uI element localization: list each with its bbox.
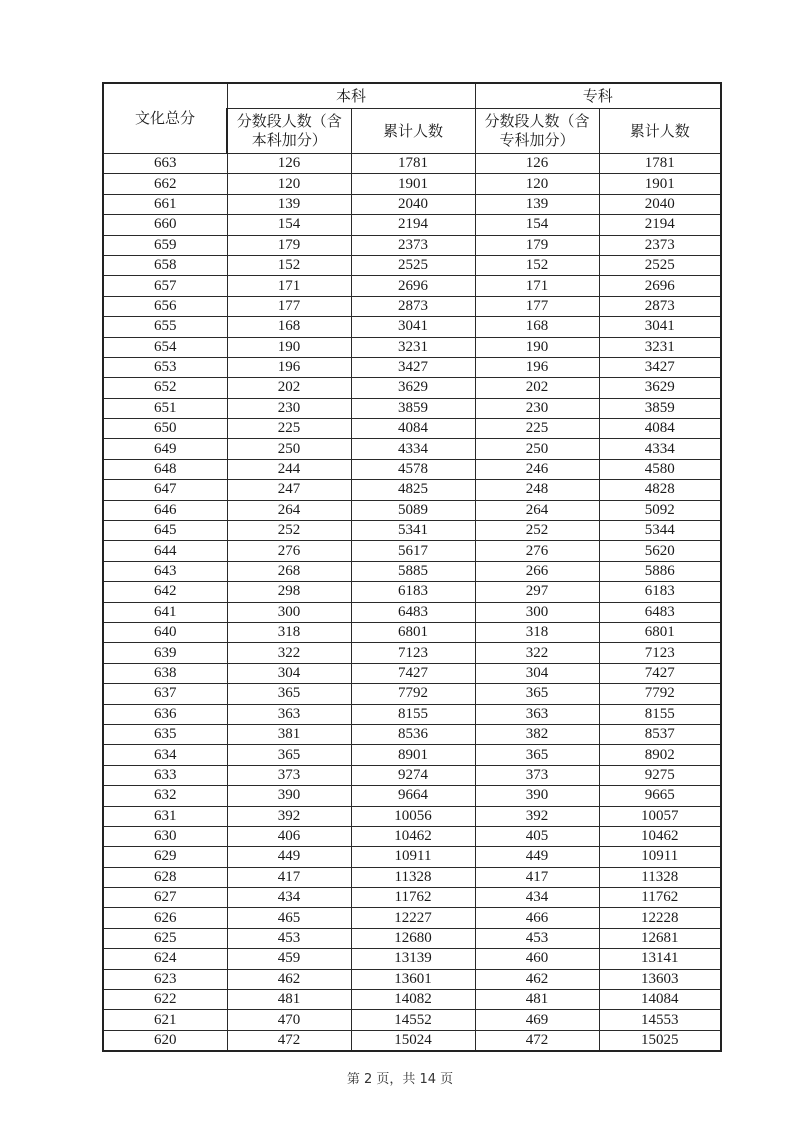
undergrad-segment-cell: 276 [227,541,351,561]
undergrad-segment-cell: 264 [227,500,351,520]
table-row [103,1010,721,1030]
undergrad-cumulative-cell: 12680 [351,928,475,948]
undergrad-cumulative-cell: 8901 [351,745,475,765]
undergrad-segment-cell: 268 [227,561,351,581]
total-score-cell: 654 [103,337,227,357]
undergrad-cumulative-cell: 8155 [351,704,475,724]
college-cumulative-cell: 9275 [599,765,721,785]
total-score-cell: 645 [103,521,227,541]
table-body [103,154,721,1052]
undergrad-cumulative-cell: 4578 [351,459,475,479]
college-cumulative-cell: 5344 [599,521,721,541]
undergrad-cumulative-cell: 10911 [351,847,475,867]
college-cumulative-cell: 14553 [599,1010,721,1030]
undergrad-segment-cell: 390 [227,786,351,806]
college-segment-cell: 390 [475,786,599,806]
header-group-undergrad: 本科 [227,83,475,109]
table-row [103,704,721,724]
college-segment-cell: 152 [475,255,599,275]
total-score-cell: 623 [103,969,227,989]
college-segment-cell: 382 [475,724,599,744]
undergrad-segment-cell: 252 [227,521,351,541]
undergrad-segment-cell: 392 [227,806,351,826]
total-score-cell: 626 [103,908,227,928]
college-segment-cell: 373 [475,765,599,785]
undergrad-cumulative-cell: 3041 [351,317,475,337]
college-cumulative-cell: 2696 [599,276,721,296]
undergrad-cumulative-cell: 3427 [351,357,475,377]
undergrad-segment-cell: 373 [227,765,351,785]
table-row [103,969,721,989]
undergrad-cumulative-cell: 9664 [351,786,475,806]
total-score-cell: 636 [103,704,227,724]
college-segment-cell: 266 [475,561,599,581]
table-row [103,1030,721,1051]
table-header [103,83,721,154]
table-row [103,317,721,337]
undergrad-cumulative-cell: 7427 [351,663,475,683]
college-segment-cell: 453 [475,928,599,948]
header-college-segment [475,109,599,154]
college-segment-cell: 126 [475,154,599,174]
undergrad-segment-cell: 247 [227,480,351,500]
undergrad-segment-cell: 225 [227,419,351,439]
undergrad-segment-cell: 417 [227,867,351,887]
table-row [103,459,721,479]
undergrad-cumulative-cell: 3629 [351,378,475,398]
table-row [103,174,721,194]
college-cumulative-cell: 6483 [599,602,721,622]
undergrad-cumulative-cell: 7123 [351,643,475,663]
college-cumulative-cell: 6183 [599,582,721,602]
total-score-cell: 627 [103,888,227,908]
college-segment-cell: 139 [475,194,599,214]
undergrad-segment-cell: 381 [227,724,351,744]
college-cumulative-cell: 10911 [599,847,721,867]
undergrad-cumulative-cell: 6483 [351,602,475,622]
table-row [103,663,721,683]
undergrad-cumulative-cell: 5341 [351,521,475,541]
college-segment-cell: 434 [475,888,599,908]
college-cumulative-cell: 4828 [599,480,721,500]
undergrad-cumulative-cell: 5089 [351,500,475,520]
undergrad-cumulative-cell: 11328 [351,867,475,887]
undergrad-cumulative-cell: 6183 [351,582,475,602]
college-segment-cell: 466 [475,908,599,928]
college-segment-cell: 365 [475,684,599,704]
total-score-cell: 634 [103,745,227,765]
undergrad-segment-cell: 453 [227,928,351,948]
college-cumulative-cell: 3629 [599,378,721,398]
college-cumulative-cell: 8155 [599,704,721,724]
total-score-cell: 635 [103,724,227,744]
college-cumulative-cell: 4580 [599,459,721,479]
total-score-cell: 625 [103,928,227,948]
table-row [103,990,721,1010]
total-score-cell: 650 [103,419,227,439]
undergrad-cumulative-cell: 5885 [351,561,475,581]
table-row [103,378,721,398]
undergrad-segment-cell: 472 [227,1030,351,1051]
total-score-cell: 624 [103,949,227,969]
undergrad-segment-cell: 152 [227,255,351,275]
total-score-cell: 647 [103,480,227,500]
undergrad-cumulative-cell: 12227 [351,908,475,928]
total-score-cell: 637 [103,684,227,704]
table-row [103,154,721,174]
total-score-cell: 620 [103,1030,227,1051]
total-score-cell: 655 [103,317,227,337]
college-cumulative-cell: 3231 [599,337,721,357]
college-segment-cell: 120 [475,174,599,194]
undergrad-segment-cell: 120 [227,174,351,194]
total-score-cell: 630 [103,826,227,846]
college-segment-cell: 246 [475,459,599,479]
table-row [103,806,721,826]
total-score-cell: 638 [103,663,227,683]
college-segment-cell: 449 [475,847,599,867]
undergrad-segment-cell: 449 [227,847,351,867]
total-score-cell: 649 [103,439,227,459]
undergrad-cumulative-cell: 2525 [351,255,475,275]
undergrad-segment-cell: 365 [227,684,351,704]
college-cumulative-cell: 11762 [599,888,721,908]
college-segment-cell: 469 [475,1010,599,1030]
undergrad-cumulative-cell: 14552 [351,1010,475,1030]
college-segment-cell: 168 [475,317,599,337]
undergrad-segment-cell: 481 [227,990,351,1010]
header-undergrad-segment-line2: 本科加分） [251,131,327,149]
undergrad-cumulative-cell: 10462 [351,826,475,846]
table-row [103,643,721,663]
total-score-cell: 633 [103,765,227,785]
college-segment-cell: 417 [475,867,599,887]
undergrad-cumulative-cell: 11762 [351,888,475,908]
college-segment-cell: 481 [475,990,599,1010]
table-row [103,296,721,316]
college-cumulative-cell: 3859 [599,398,721,418]
table-row [103,419,721,439]
header-total-score: 文化总分 [103,83,227,154]
table-row [103,561,721,581]
college-segment-cell: 171 [475,276,599,296]
table-row [103,949,721,969]
undergrad-segment-cell: 462 [227,969,351,989]
total-score-cell: 621 [103,1010,227,1030]
college-segment-cell: 196 [475,357,599,377]
table-row [103,888,721,908]
undergrad-segment-cell: 154 [227,215,351,235]
header-undergrad-cumulative: 累计人数 [351,109,475,154]
table-row [103,826,721,846]
college-segment-cell: 462 [475,969,599,989]
table-row [103,786,721,806]
undergrad-segment-cell: 304 [227,663,351,683]
table-row [103,337,721,357]
undergrad-cumulative-cell: 8536 [351,724,475,744]
college-cumulative-cell: 4084 [599,419,721,439]
undergrad-segment-cell: 179 [227,235,351,255]
total-score-cell: 622 [103,990,227,1010]
total-score-cell: 656 [103,296,227,316]
total-score-cell: 648 [103,459,227,479]
header-college-cumulative: 累计人数 [599,109,721,154]
undergrad-cumulative-cell: 1901 [351,174,475,194]
college-segment-cell: 460 [475,949,599,969]
college-cumulative-cell: 11328 [599,867,721,887]
college-cumulative-cell: 2194 [599,215,721,235]
undergrad-cumulative-cell: 4825 [351,480,475,500]
undergrad-cumulative-cell: 15024 [351,1030,475,1051]
table-row [103,255,721,275]
college-cumulative-cell: 7123 [599,643,721,663]
undergrad-cumulative-cell: 14082 [351,990,475,1010]
college-cumulative-cell: 13603 [599,969,721,989]
college-segment-cell: 392 [475,806,599,826]
undergrad-segment-cell: 318 [227,622,351,642]
undergrad-cumulative-cell: 2194 [351,215,475,235]
undergrad-cumulative-cell: 4084 [351,419,475,439]
college-segment-cell: 300 [475,602,599,622]
table-row [103,500,721,520]
undergrad-segment-cell: 250 [227,439,351,459]
undergrad-segment-cell: 434 [227,888,351,908]
total-score-cell: 629 [103,847,227,867]
undergrad-segment-cell: 459 [227,949,351,969]
college-segment-cell: 363 [475,704,599,724]
college-cumulative-cell: 4334 [599,439,721,459]
undergrad-segment-cell: 365 [227,745,351,765]
table-row [103,521,721,541]
undergrad-segment-cell: 244 [227,459,351,479]
college-segment-cell: 202 [475,378,599,398]
undergrad-cumulative-cell: 2873 [351,296,475,316]
undergrad-cumulative-cell: 2040 [351,194,475,214]
undergrad-cumulative-cell: 7792 [351,684,475,704]
college-segment-cell: 230 [475,398,599,418]
college-segment-cell: 252 [475,521,599,541]
undergrad-segment-cell: 322 [227,643,351,663]
college-segment-cell: 264 [475,500,599,520]
undergrad-cumulative-cell: 3859 [351,398,475,418]
total-score-cell: 639 [103,643,227,663]
college-cumulative-cell: 15025 [599,1030,721,1051]
college-cumulative-cell: 14084 [599,990,721,1010]
total-score-cell: 644 [103,541,227,561]
total-score-cell: 646 [103,500,227,520]
college-cumulative-cell: 2525 [599,255,721,275]
undergrad-segment-cell: 196 [227,357,351,377]
college-cumulative-cell: 10057 [599,806,721,826]
table-row [103,357,721,377]
undergrad-cumulative-cell: 2373 [351,235,475,255]
college-cumulative-cell: 1781 [599,154,721,174]
undergrad-segment-cell: 171 [227,276,351,296]
table-row [103,724,721,744]
total-score-cell: 661 [103,194,227,214]
undergrad-segment-cell: 300 [227,602,351,622]
college-segment-cell: 276 [475,541,599,561]
undergrad-segment-cell: 190 [227,337,351,357]
college-segment-cell: 248 [475,480,599,500]
college-segment-cell: 322 [475,643,599,663]
table-row [103,276,721,296]
college-cumulative-cell: 8537 [599,724,721,744]
total-score-cell: 660 [103,215,227,235]
page-footer: 第 2 页，共 14 页 [346,1072,454,1087]
college-cumulative-cell: 7427 [599,663,721,683]
college-segment-cell: 304 [475,663,599,683]
college-segment-cell: 225 [475,419,599,439]
total-score-cell: 628 [103,867,227,887]
total-score-cell: 632 [103,786,227,806]
college-cumulative-cell: 13141 [599,949,721,969]
undergrad-cumulative-cell: 6801 [351,622,475,642]
total-score-cell: 643 [103,561,227,581]
college-segment-cell: 250 [475,439,599,459]
table-row [103,235,721,255]
total-score-cell: 657 [103,276,227,296]
college-cumulative-cell: 12681 [599,928,721,948]
college-segment-cell: 190 [475,337,599,357]
undergrad-cumulative-cell: 2696 [351,276,475,296]
undergrad-segment-cell: 139 [227,194,351,214]
table-row [103,867,721,887]
total-score-cell: 652 [103,378,227,398]
undergrad-cumulative-cell: 1781 [351,154,475,174]
undergrad-cumulative-cell: 3231 [351,337,475,357]
undergrad-cumulative-cell: 13139 [351,949,475,969]
undergrad-cumulative-cell: 9274 [351,765,475,785]
total-score-cell: 658 [103,255,227,275]
college-cumulative-cell: 12228 [599,908,721,928]
header-college-segment-line2: 专科加分） [499,131,575,149]
table-row [103,745,721,765]
undergrad-segment-cell: 465 [227,908,351,928]
total-score-cell: 641 [103,602,227,622]
table-row [103,602,721,622]
college-segment-cell: 472 [475,1030,599,1051]
college-segment-cell: 177 [475,296,599,316]
undergrad-segment-cell: 168 [227,317,351,337]
table-row [103,480,721,500]
table-row [103,908,721,928]
college-cumulative-cell: 2873 [599,296,721,316]
undergrad-segment-cell: 470 [227,1010,351,1030]
college-cumulative-cell: 8902 [599,745,721,765]
college-segment-cell: 365 [475,745,599,765]
table-row [103,439,721,459]
total-score-cell: 640 [103,622,227,642]
table-row [103,847,721,867]
undergrad-segment-cell: 202 [227,378,351,398]
undergrad-segment-cell: 298 [227,582,351,602]
total-score-cell: 631 [103,806,227,826]
table-row [103,684,721,704]
table-row [103,541,721,561]
college-cumulative-cell: 2373 [599,235,721,255]
college-segment-cell: 154 [475,215,599,235]
college-segment-cell: 179 [475,235,599,255]
header-college-segment-line1: 分数段人数（含 [484,112,590,130]
college-cumulative-cell: 6801 [599,622,721,642]
table-row [103,194,721,214]
score-distribution-sheet [102,82,720,1052]
total-score-cell: 663 [103,154,227,174]
college-cumulative-cell: 5620 [599,541,721,561]
undergrad-segment-cell: 406 [227,826,351,846]
college-cumulative-cell: 3041 [599,317,721,337]
total-score-cell: 651 [103,398,227,418]
total-score-cell: 659 [103,235,227,255]
college-segment-cell: 405 [475,826,599,846]
undergrad-cumulative-cell: 4334 [351,439,475,459]
college-segment-cell: 297 [475,582,599,602]
undergrad-cumulative-cell: 5617 [351,541,475,561]
table-row [103,215,721,235]
header-group-college: 专科 [475,83,721,109]
undergrad-cumulative-cell: 13601 [351,969,475,989]
college-cumulative-cell: 10462 [599,826,721,846]
score-table [102,82,722,1052]
undergrad-segment-cell: 177 [227,296,351,316]
total-score-cell: 642 [103,582,227,602]
table-row [103,582,721,602]
table-row [103,622,721,642]
college-cumulative-cell: 3427 [599,357,721,377]
undergrad-segment-cell: 230 [227,398,351,418]
college-segment-cell: 318 [475,622,599,642]
college-cumulative-cell: 2040 [599,194,721,214]
college-cumulative-cell: 5092 [599,500,721,520]
table-row [103,398,721,418]
college-cumulative-cell: 9665 [599,786,721,806]
table-row [103,928,721,948]
college-cumulative-cell: 5886 [599,561,721,581]
table-row [103,765,721,785]
total-score-cell: 662 [103,174,227,194]
header-undergrad-segment-line1: 分数段人数（含 [236,112,342,130]
total-score-cell: 653 [103,357,227,377]
undergrad-segment-cell: 363 [227,704,351,724]
college-cumulative-cell: 7792 [599,684,721,704]
undergrad-cumulative-cell: 10056 [351,806,475,826]
header-undergrad-segment [227,109,351,154]
college-cumulative-cell: 1901 [599,174,721,194]
undergrad-segment-cell: 126 [227,154,351,174]
